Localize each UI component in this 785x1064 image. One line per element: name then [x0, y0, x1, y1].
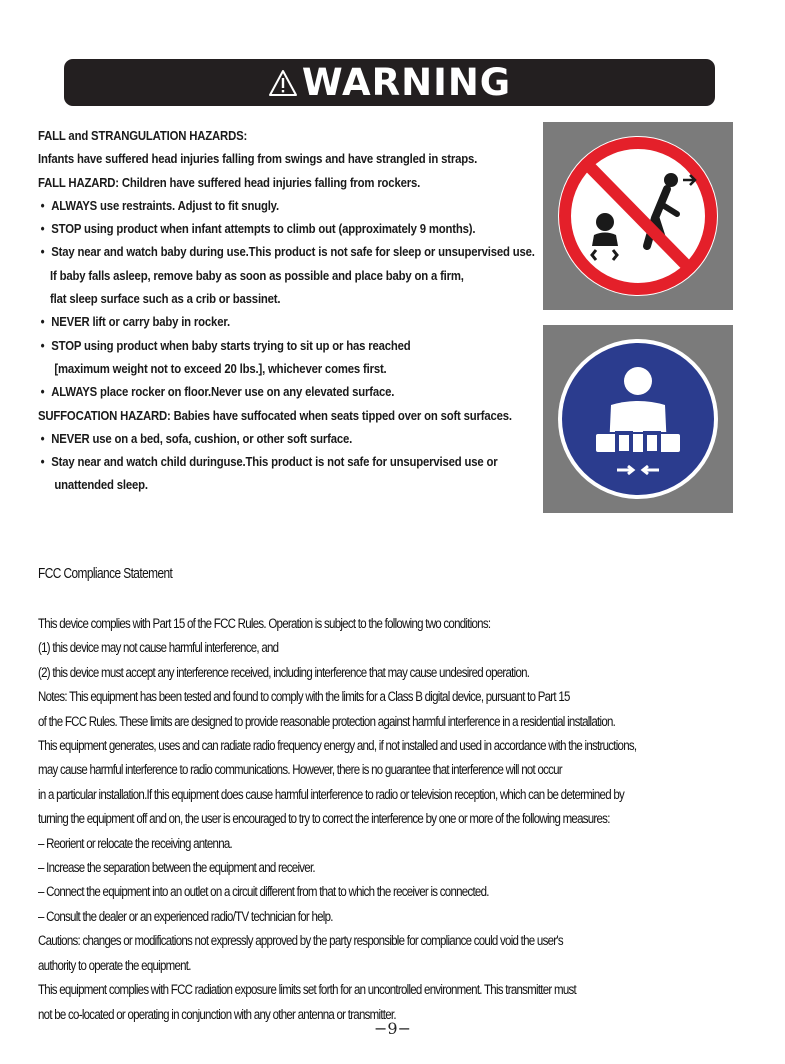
hazard-bullet: • NEVER use on a bed, sofa, cushion, or other soft surface. [38, 427, 468, 450]
hazard-line: FALL HAZARD: Children have suffered head injuries falling from rockers. [38, 174, 421, 190]
page-number: −9− [374, 1019, 411, 1038]
hazard-line: SUFFOCATION HAZARD: Babies have suffocated when seats tipped over on soft surfaces. [38, 407, 512, 423]
hazard-bullet: • ALWAYS use restraints. Adjust to fit snugly. [38, 194, 468, 217]
fcc-statement [38, 612, 735, 1027]
fcc-line: This device complies with Part 15 of the FCC Rules. Operation is subject to the following two conditions: [38, 616, 491, 632]
warning-banner-content [268, 61, 511, 104]
hazard-line: FALL and STRANGULATION HAZARDS: [38, 128, 248, 143]
fcc-line: turning the equipment off and on, the user is encouraged to try to correct the interference by one or more of the following measures: [38, 811, 610, 828]
warning-banner [64, 59, 715, 106]
use-restraint-sign [543, 325, 733, 513]
hazard-bullet: • NEVER lift or carry baby in rocker. [38, 310, 468, 333]
hazard-line: [maximum weight not to exceed 20 lbs.], whichever comes first. [54, 360, 387, 376]
fcc-line: authority to operate the equipment. [38, 957, 191, 974]
no-climbing-sign [543, 122, 733, 310]
fcc-line: – Reorient or relocate the receiving antenna. [38, 835, 232, 852]
hazard-bullet: • ALWAYS place rocker on floor.Never use on any elevated surface. [38, 380, 468, 403]
warning-title: WARNING [301, 61, 512, 104]
fcc-line: in a particular installation.If this equipment does cause harmful interference to radio or television reception, which can be determined by [38, 786, 625, 803]
hazard-line: unattended sleep. [54, 477, 148, 493]
no-children-climbing-prohibition-icon [543, 122, 733, 310]
fcc-line: This equipment generates, uses and can radiate radio frequency energy and, if not installed and used in accordance with the instructions, [38, 738, 637, 755]
fcc-line: Cautions: changes or modifications not expressly approved by the party responsible for compliance could void the user's [38, 933, 563, 950]
hazard-bullet: • STOP using product when baby starts trying to sit up or has reached [38, 334, 468, 357]
hazard-line: If baby falls asleep, remove baby as soon as possible and place baby on a firm, [50, 267, 464, 283]
fcc-line: of the FCC Rules. These limits are designed to provide reasonable protection against harmful interference in a residential installation. [38, 713, 616, 730]
fcc-heading: FCC Compliance Statement [38, 566, 173, 582]
hazard-bullet: • Stay near and watch child duringuse.This product is not safe for unsupervised use or [38, 450, 468, 473]
fcc-line: (2) this device must accept any interference received, including interference that may cause undesired operation. [38, 664, 530, 681]
hazard-line: flat sleep surface such as a crib or bassinet. [50, 291, 281, 307]
hazard-list [38, 124, 535, 497]
fcc-line: – Consult the dealer or an experienced radio/TV technician for help. [38, 908, 333, 925]
fcc-line: Notes: This equipment has been tested and found to comply with the limits for a Class B digital device, pursuant to Part 15 [38, 689, 570, 706]
hazard-bullet: • STOP using product when infant attempts to climb out (approximately 9 months). [38, 217, 468, 240]
use-seat-belt-restraint-icon [543, 325, 733, 513]
fcc-line: not be co-located or operating in conjunction with any other antenna or transmitter. [38, 1006, 396, 1023]
fcc-line: – Increase the separation between the equipment and receiver. [38, 860, 315, 877]
fcc-line: (1) this device may not cause harmful interference, and [38, 640, 279, 657]
fcc-line: may cause harmful interference to radio communications. However, there is no guarantee that interference will not occur [38, 762, 562, 779]
warning-triangle-icon [268, 69, 298, 97]
fcc-line: This equipment complies with FCC radiation exposure limits set forth for an uncontrolled environment. This transmitter must [38, 982, 576, 999]
hazard-line: Infants have suffered head injuries falling from swings and have strangled in straps. [38, 151, 478, 167]
hazard-bullet: • Stay near and watch baby during use.This product is not safe for sleep or unsupervised use. [38, 240, 468, 263]
fcc-line: – Connect the equipment into an outlet on a circuit different from that to which the receiver is connected. [38, 884, 489, 901]
